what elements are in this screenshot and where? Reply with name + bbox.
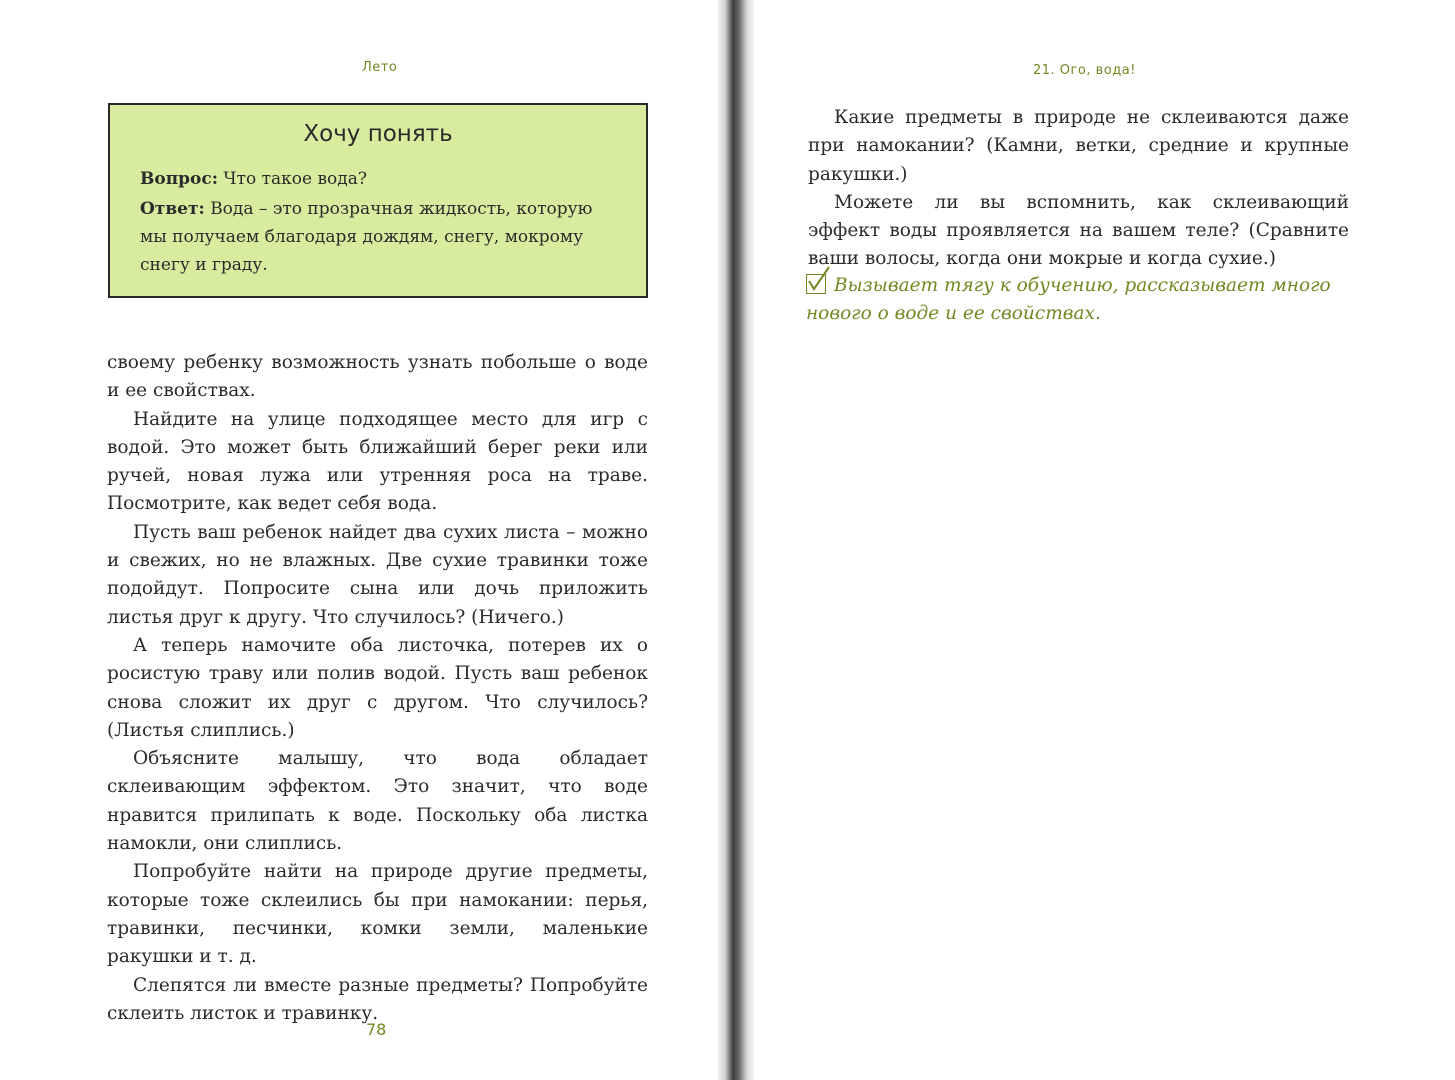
answer-line	[140, 195, 624, 279]
left-running-head: Лето	[362, 60, 398, 75]
right-running-head: 21. Ого, вода!	[1033, 63, 1136, 78]
paragraph: А теперь намочите оба листочка, потерев их о росистую траву или полив водой. Пусть ваш ребенок снова сложит их друг с другом. Что случилось? (Листья слиплись.)	[107, 634, 648, 741]
learning-note	[806, 272, 1350, 328]
paragraph: Можете ли вы вспомнить, как склеивающий эффект воды проявляется на вашем теле? (Сравните ваши волосы, когда они мокрые и когда сухие.)	[808, 191, 1349, 270]
page-number: 78	[366, 1020, 387, 1039]
book-spine	[718, 0, 754, 1080]
info-box-text	[140, 165, 624, 281]
paragraph: Объясните малышу, что вода обладает склеивающим эффектом. Это значит, что воде нравится прилипать к воде. Поскольку оба листка намокли, они слиплись.	[107, 748, 648, 855]
paragraph: Слепятся ли вместе разные предметы? Попробуйте склеить листок и травинку.	[107, 974, 648, 1024]
info-box-title: Хочу понять	[303, 121, 453, 147]
answer-label: Ответ:	[140, 199, 205, 219]
checkmark-box-icon	[806, 274, 826, 294]
answer-text: Вода – это прозрачная жидкость, которую мы получаем благодаря дождям, снегу, мокрому снегу и граду.	[140, 199, 593, 275]
question-label: Вопрос:	[140, 169, 219, 189]
paragraph: своему ребенку возможность узнать побольше о воде и ее свойствах.	[107, 352, 648, 402]
paragraph: Какие предметы в природе не склеиваются даже при намокании? (Камни, ветки, средние и крупные ракушки.)	[808, 107, 1349, 185]
left-body-text	[107, 349, 648, 1028]
question-line	[140, 165, 624, 193]
info-box	[108, 103, 648, 298]
paragraph: Пусть ваш ребенок найдет два сухих листа – можно и свежих, но не влажных. Две сухие травинки тоже подойдут. Попросите сына или дочь приложить листья друг к другу. Что случилось? (Ничего.)	[107, 521, 648, 628]
question-text: Что такое вода?	[223, 169, 367, 189]
paragraph: Найдите на улице подходящее место для игр с водой. Это может быть ближайший берег реки или ручей, новая лужа или утренняя роса на траве. Посмотрите, как ведет себя вода.	[107, 408, 648, 515]
left-page	[0, 0, 722, 1080]
learning-note-text: Вызывает тягу к обучению, рассказывает много нового о воде и ее свойствах.	[806, 275, 1331, 324]
right-body-text	[808, 104, 1349, 274]
paragraph: Попробуйте найти на природе другие предметы, которые тоже склеились бы при намокании: перья, травинки, песчинки, комки земли, маленькие ракушки и т. д.	[107, 861, 648, 968]
